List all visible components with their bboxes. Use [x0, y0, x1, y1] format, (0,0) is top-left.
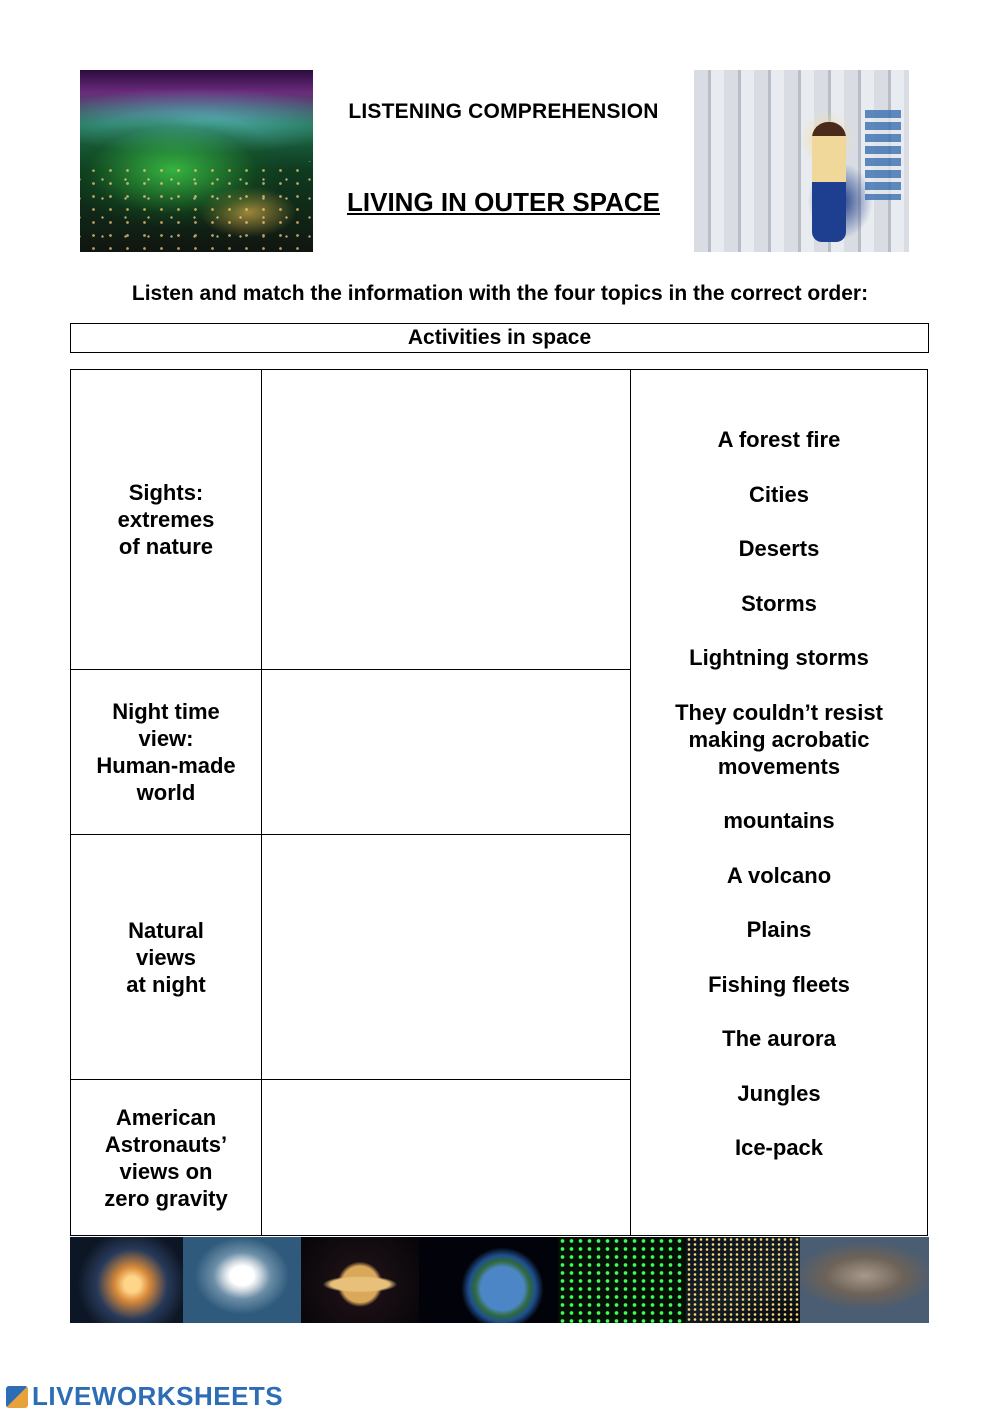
option-item[interactable]: Ice-pack: [734, 1135, 824, 1160]
instructions: Listen and match the information with the four topics in the correct order:: [131, 282, 869, 305]
option-item[interactable]: They couldn’t resist making acrobatic movements: [675, 699, 883, 779]
footer-image-strip: [70, 1237, 929, 1323]
brand-icon: [6, 1386, 28, 1408]
astronaut-image: [694, 70, 909, 252]
drop-zone-night-time-view[interactable]: [261, 669, 631, 835]
option-item[interactable]: Lightning storms: [689, 645, 869, 670]
option-item[interactable]: A volcano: [726, 862, 832, 888]
worksheet-subtitle: LIVING IN OUTER SPACE: [347, 187, 660, 217]
city-lights-image: [686, 1237, 800, 1323]
saturn-image: [301, 1237, 419, 1323]
option-item[interactable]: Fishing fleets: [708, 971, 850, 997]
option-item[interactable]: Jungles: [737, 1080, 821, 1106]
topic-night-time-view: Night time view: Human-made world: [70, 669, 262, 835]
option-item[interactable]: Cities: [749, 481, 809, 507]
topic-astronauts-zero-gravity: American Astronauts’ views on zero gravity: [70, 1079, 262, 1236]
fishing-fleet-image: [558, 1237, 686, 1323]
brand-logo: [6, 1381, 283, 1412]
option-item[interactable]: Storms: [741, 590, 817, 616]
option-item[interactable]: mountains: [723, 808, 835, 833]
brand-text: LIVEWORKSHEETS: [32, 1381, 284, 1411]
aurora-image: [80, 70, 313, 252]
option-item[interactable]: Deserts: [738, 536, 820, 561]
drop-zone-sights[interactable]: [261, 369, 631, 670]
option-item[interactable]: Plains: [746, 917, 812, 942]
matching-table: [70, 369, 928, 1236]
topic-sights: Sights: extremes of nature: [70, 369, 262, 670]
topic-natural-views-night: Natural views at night: [70, 834, 262, 1080]
forest-fire-image: [800, 1237, 929, 1323]
option-item[interactable]: The aurora: [722, 1026, 836, 1051]
table-heading: Activities in space: [70, 323, 929, 353]
earth-image: [419, 1237, 558, 1323]
space-station-window-image: [70, 1237, 183, 1323]
drop-zone-astronauts-zero-gravity[interactable]: [261, 1079, 631, 1236]
worksheet-title: LISTENING COMPREHENSION: [348, 100, 659, 123]
option-item[interactable]: A forest fire: [717, 427, 841, 452]
drop-zone-natural-views-night[interactable]: [261, 834, 631, 1080]
options-list: [630, 369, 928, 1236]
volcano-image: [183, 1237, 301, 1323]
